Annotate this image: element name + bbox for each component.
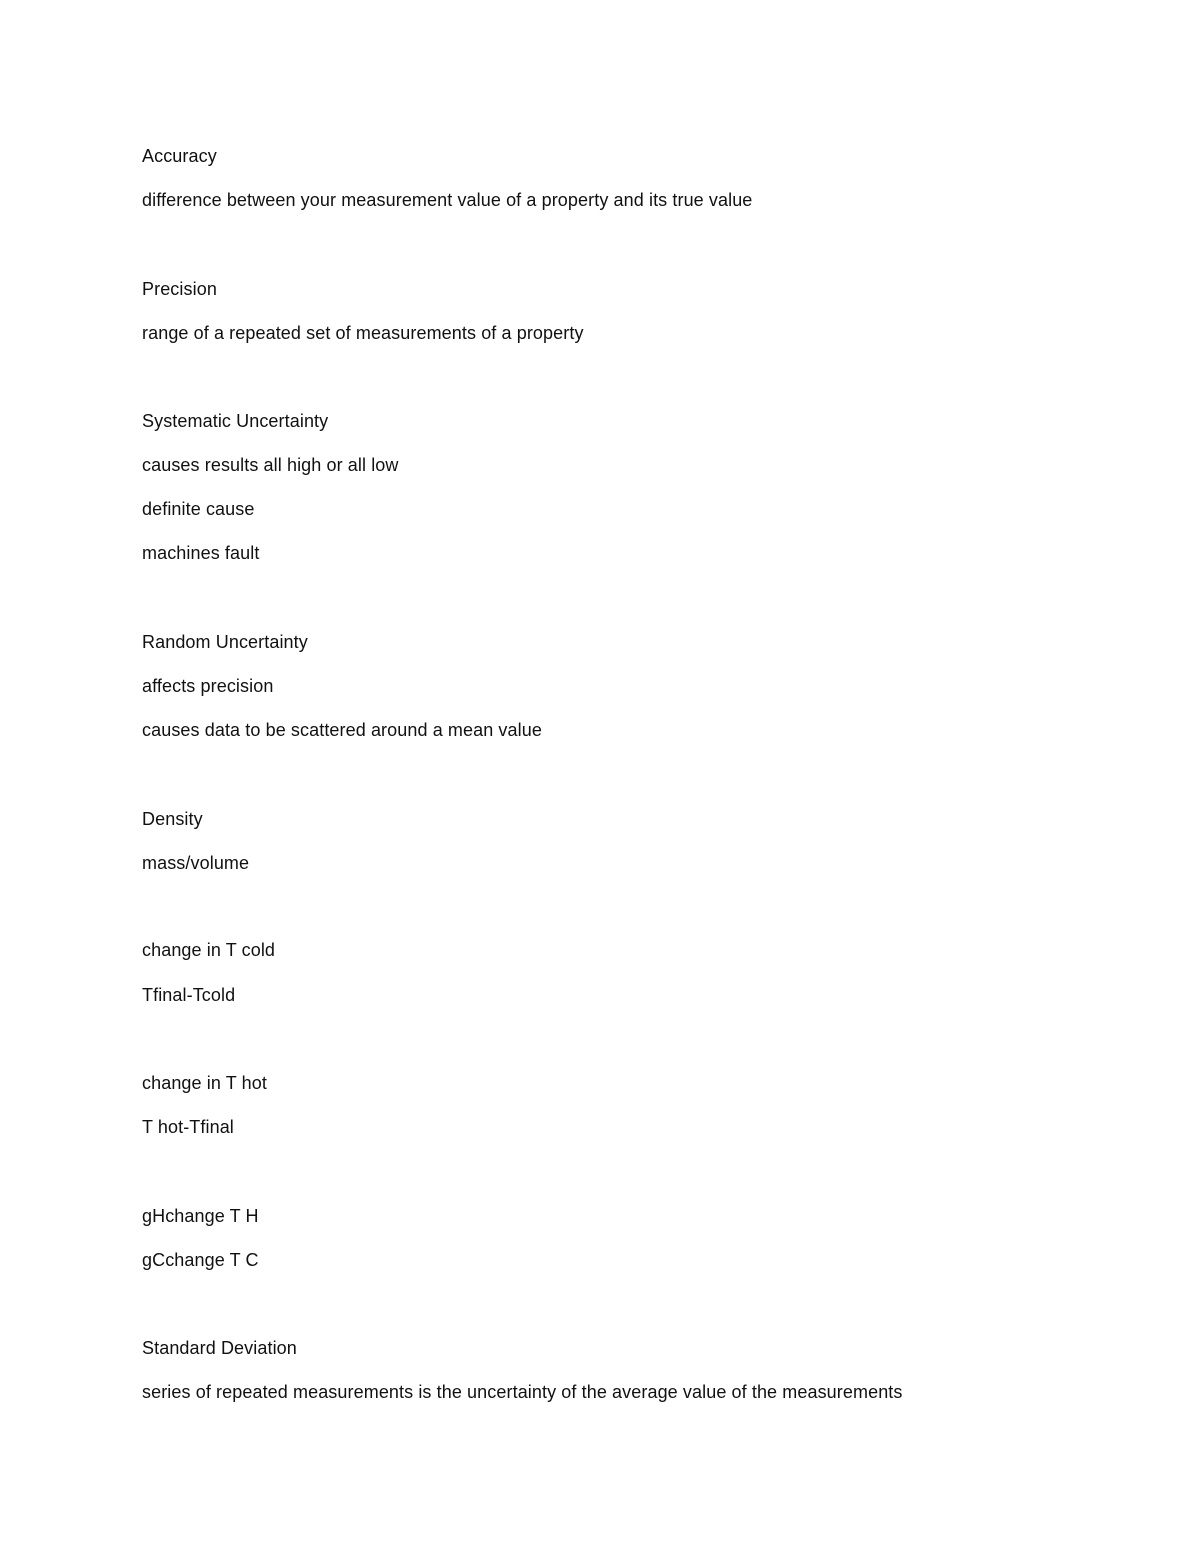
definition-systematic-uncertainty-1: causes results all high or all low xyxy=(142,455,399,475)
term-gh-change: gHchange T H xyxy=(142,1206,259,1226)
definition-accuracy: difference between your measurement value of a property and its true value xyxy=(142,190,753,210)
definition-change-in-t-cold: Tfinal-Tcold xyxy=(142,985,236,1005)
term-density: Density xyxy=(142,809,203,829)
term-systematic-uncertainty: Systematic Uncertainty xyxy=(142,411,329,431)
term-precision: Precision xyxy=(142,279,217,299)
definition-density: mass/volume xyxy=(142,853,250,873)
definition-change-in-t-hot: T hot-Tfinal xyxy=(142,1117,234,1137)
definition-standard-deviation: series of repeated measurements is the uncertainty of the average value of the measurements xyxy=(142,1382,903,1402)
definition-random-uncertainty-2: causes data to be scattered around a mean value xyxy=(142,720,542,740)
definition-systematic-uncertainty-3: machines fault xyxy=(142,543,260,563)
definition-random-uncertainty-1: affects precision xyxy=(142,676,274,696)
term-standard-deviation: Standard Deviation xyxy=(142,1338,297,1358)
definition-systematic-uncertainty-2: definite cause xyxy=(142,499,255,519)
term-change-in-t-hot: change in T hot xyxy=(142,1073,267,1093)
term-accuracy: Accuracy xyxy=(142,146,217,166)
term-change-in-t-cold: change in T cold xyxy=(142,940,276,960)
definition-precision: range of a repeated set of measurements of a property xyxy=(142,323,584,343)
definition-gc-change: gCchange T C xyxy=(142,1250,259,1270)
term-random-uncertainty: Random Uncertainty xyxy=(142,632,308,652)
